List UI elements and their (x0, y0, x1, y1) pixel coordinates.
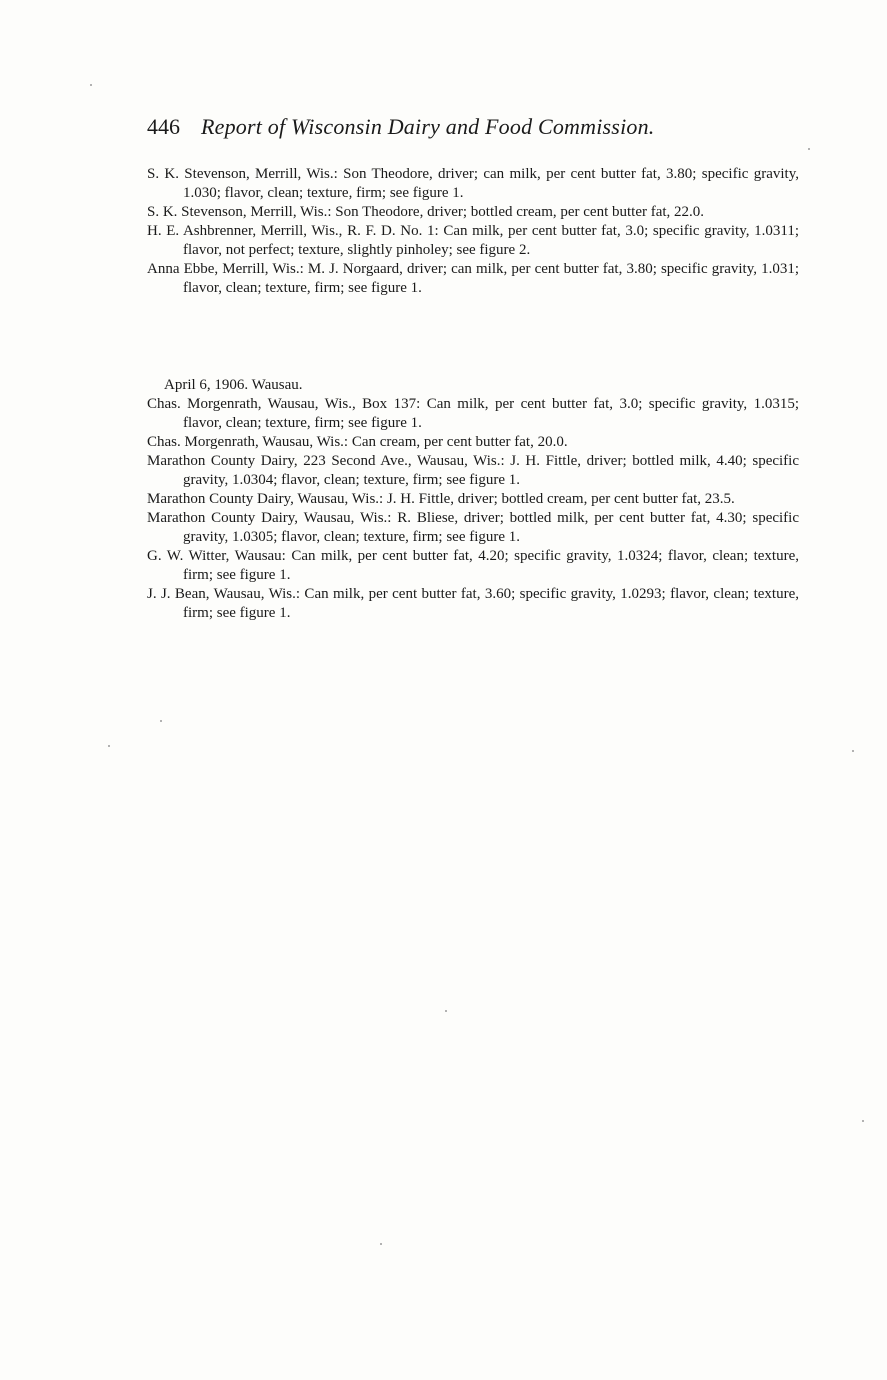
entries-merrill (147, 165, 799, 298)
page-header (147, 112, 807, 143)
scan-speck (160, 720, 162, 722)
report-entry: Anna Ebbe, Merrill, Wis.: M. J. Norgaard, driver; can milk, per cent butter fat, 3.80; specific gravity, 1.031; flavor, clean; texture, firm; see figure 1. (147, 261, 799, 296)
scan-speck (862, 1120, 864, 1122)
scan-speck (380, 1243, 382, 1245)
report-entry: G. W. Witter, Wausau: Can milk, per cent butter fat, 4.20; specific gravity, 1.0324; flavor, clean; texture, firm; see figure 1. (147, 548, 799, 583)
scan-speck (852, 750, 854, 752)
scan-speck (108, 745, 110, 747)
entries-wausau (147, 376, 799, 623)
date-heading: April 6, 1906. Wausau. (164, 377, 303, 393)
report-entry: S. K. Stevenson, Merrill, Wis.: Son Theodore, driver; can milk, per cent butter fat, 3.80; specific gravity, 1.030; flavor, clean; texture, firm; see figure 1. (147, 166, 799, 201)
report-entry: Marathon County Dairy, Wausau, Wis.: J. H. Fittle, driver; bottled cream, per cent butter fat, 23.5. (147, 491, 735, 507)
scan-speck (445, 1010, 447, 1012)
report-entry: Chas. Morgenrath, Wausau, Wis.: Can cream, per cent butter fat, 20.0. (147, 434, 568, 450)
scan-speck (90, 84, 92, 86)
page-number: 446 (147, 114, 180, 139)
report-entry: H. E. Ashbrenner, Merrill, Wis., R. F. D. No. 1: Can milk, per cent butter fat, 3.0; specific gravity, 1.0311; flavor, not perfect; texture, slightly pinholey; see figure 2. (147, 223, 799, 258)
report-entry: Marathon County Dairy, 223 Second Ave., Wausau, Wis.: J. H. Fittle, driver; bottled milk, 4.40; specific gravity, 1.0304; flavor, clean; texture, firm; see figure 1. (147, 453, 799, 488)
running-title: Report of Wisconsin Dairy and Food Commission. (201, 114, 655, 139)
scan-speck (808, 148, 810, 150)
report-entry: J. J. Bean, Wausau, Wis.: Can milk, per cent butter fat, 3.60; specific gravity, 1.0293; flavor, clean; texture, firm; see figure 1. (147, 586, 799, 621)
report-entry: Marathon County Dairy, Wausau, Wis.: R. Bliese, driver; bottled milk, per cent butter fat, 4.30; specific gravity, 1.0305; flavor, clean; texture, firm; see figure 1. (147, 510, 799, 545)
report-entry: S. K. Stevenson, Merrill, Wis.: Son Theodore, driver; bottled cream, per cent butter fat, 22.0. (147, 204, 705, 220)
report-entry: Chas. Morgenrath, Wausau, Wis., Box 137: Can milk, per cent butter fat, 3.0; specific gravity, 1.0315; flavor, clean; texture, firm; see figure 1. (147, 396, 799, 431)
